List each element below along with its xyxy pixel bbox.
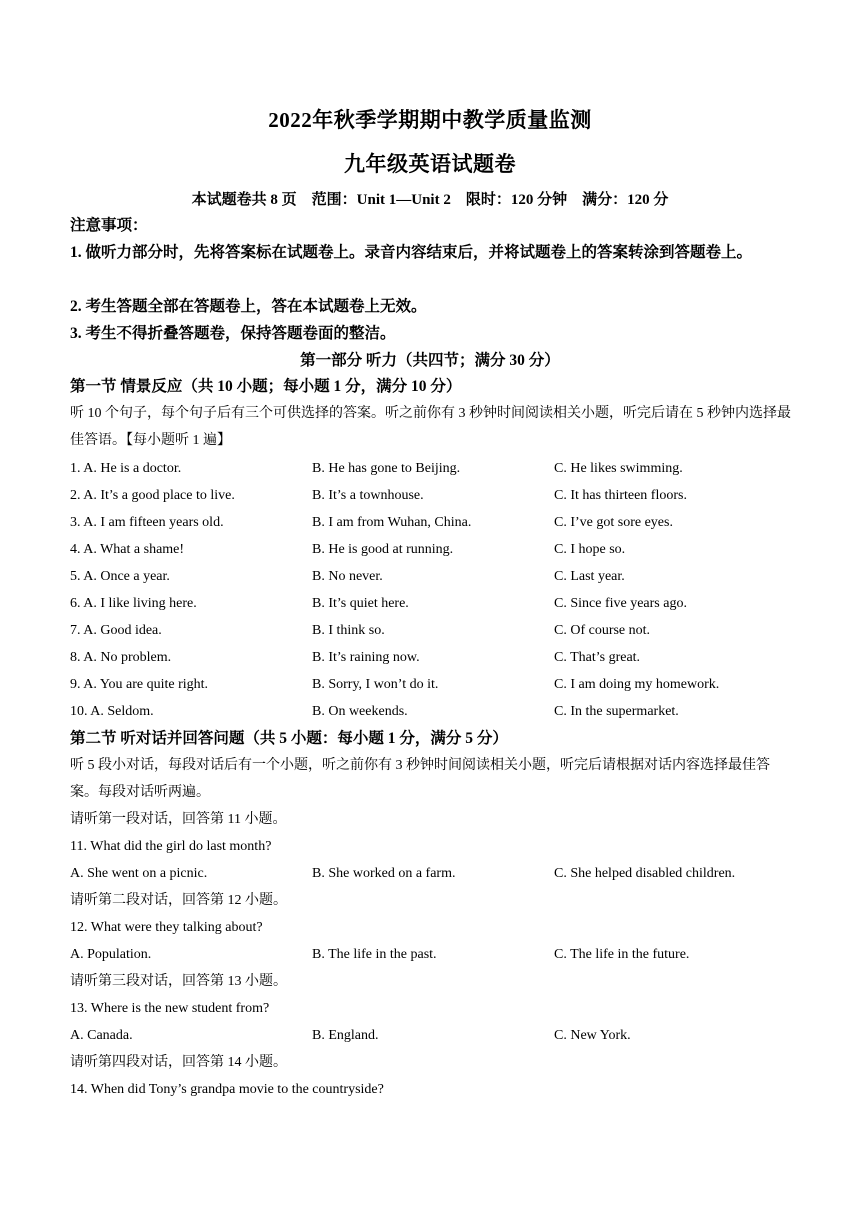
option-a: A. Population.: [70, 947, 152, 962]
option-b: B. Sorry, I won’t do it.: [312, 677, 439, 692]
option-c: C. I am doing my homework.: [554, 677, 720, 692]
question-text: 13. Where is the new student from?: [70, 1001, 270, 1016]
dialog-prompt: 请听第三段对话，回答第 13 小题。: [70, 974, 287, 989]
option-b: B. He has gone to Beijing.: [312, 461, 461, 476]
question-row: [70, 860, 795, 887]
question-row: [70, 941, 795, 968]
question-row: [70, 698, 795, 725]
option-a: 8. A. No problem.: [70, 650, 172, 665]
option-c: C. She helped disabled children.: [554, 866, 736, 881]
option-a: 10. A. Seldom.: [70, 704, 154, 719]
option-a: 1. A. He is a doctor.: [70, 461, 182, 476]
notice-heading: 注意事项：: [70, 217, 148, 234]
question-row: [70, 590, 795, 617]
option-c: C. I’ve got sore eyes.: [554, 515, 673, 530]
option-c: C. The life in the future.: [554, 947, 690, 962]
option-b: B. No never.: [312, 569, 383, 584]
question-row: [70, 509, 795, 536]
option-c: C. That’s great.: [554, 650, 641, 665]
exam-meta: 本试题卷共 8 页 范围：Unit 1—Unit 2 限时：120 分钟 满分：120 分: [191, 192, 669, 208]
option-b: B. England.: [312, 1028, 379, 1043]
option-c: C. I hope so.: [554, 542, 626, 557]
question-text: 11. What did the girl do last month?: [70, 839, 272, 854]
question-text: 14. When did Tony’s grandpa movie to the countryside?: [70, 1082, 384, 1097]
option-b: B. The life in the past.: [312, 947, 437, 962]
notice-item-2: 2. 考生答题全部在答题卷上，答在本试题卷上无效。: [70, 298, 427, 315]
option-c: C. Last year.: [554, 569, 625, 584]
exam-title: 2022年秋季学期期中教学质量监测: [268, 108, 592, 132]
question-row: [70, 644, 795, 671]
section2-instructions: 听 5 段小对话，每段对话后有一个小题，听之前你有 3 秒钟时间阅读相关小题，听完后请根据对话内容选择最佳答案。每段对话听两遍。: [70, 758, 770, 800]
option-b: B. He is good at running.: [312, 542, 454, 557]
question-row: [70, 671, 795, 698]
question-row: [70, 1022, 795, 1049]
option-b: B. On weekends.: [312, 704, 408, 719]
section1-heading: 第一节 情景反应（共 10 小题；每小题 1 分，满分 10 分）: [70, 378, 462, 395]
option-b: B. It’s a townhouse.: [312, 488, 424, 503]
option-b: B. I am from Wuhan, China.: [312, 515, 472, 530]
option-c: C. Since five years ago.: [554, 596, 687, 611]
question-row: [70, 563, 795, 590]
section2-heading: 第二节 听对话并回答问题（共 5 小题：每小题 1 分，满分 5 分）: [70, 730, 508, 747]
question-row: [70, 617, 795, 644]
option-b: B. She worked on a farm.: [312, 866, 456, 881]
option-a: 2. A. It’s a good place to live.: [70, 488, 235, 503]
dialog-prompt: 请听第一段对话，回答第 11 小题。: [70, 812, 287, 827]
question-row: [70, 455, 795, 482]
option-c: C. He likes swimming.: [554, 461, 683, 476]
option-a: A. Canada.: [70, 1028, 133, 1043]
option-c: C. Of course not.: [554, 623, 651, 638]
option-c: C. It has thirteen floors.: [554, 488, 687, 503]
question-row: [70, 482, 795, 509]
question-row: [70, 536, 795, 563]
option-b: B. I think so.: [312, 623, 385, 638]
part1-heading: 第一部分 听力（共四节；满分 30 分）: [300, 352, 560, 369]
notice-item-1: 1. 做听力部分时，先将答案标在试题卷上。录音内容结束后，并将试题卷上的答案转涂到答题卷上。: [70, 244, 753, 261]
option-c: C. New York.: [554, 1028, 631, 1043]
option-a: 5. A. Once a year.: [70, 569, 170, 584]
question-text: 12. What were they talking about?: [70, 920, 263, 935]
section1-instructions: 听 10 个句子，每个句子后有三个可供选择的答案。听之前你有 3 秒钟时间阅读相关小题，听完后请在 5 秒钟内选择最佳答语。【每小题听 1 遍】: [70, 406, 791, 448]
option-a: A. She went on a picnic.: [70, 866, 208, 881]
dialog-prompt: 请听第二段对话，回答第 12 小题。: [70, 893, 287, 908]
option-a: 3. A. I am fifteen years old.: [70, 515, 224, 530]
dialog-prompt: 请听第四段对话，回答第 14 小题。: [70, 1055, 287, 1070]
option-b: B. It’s quiet here.: [312, 596, 409, 611]
option-a: 6. A. I like living here.: [70, 596, 197, 611]
option-a: 4. A. What a shame!: [70, 542, 185, 557]
exam-subtitle: 九年级英语试题卷: [344, 152, 516, 176]
option-a: 7. A. Good idea.: [70, 623, 162, 638]
option-b: B. It’s raining now.: [312, 650, 420, 665]
notice-item-3: 3. 考生不得折叠答题卷，保持答题卷面的整洁。: [70, 325, 396, 342]
option-c: C. In the supermarket.: [554, 704, 679, 719]
option-a: 9. A. You are quite right.: [70, 677, 209, 692]
